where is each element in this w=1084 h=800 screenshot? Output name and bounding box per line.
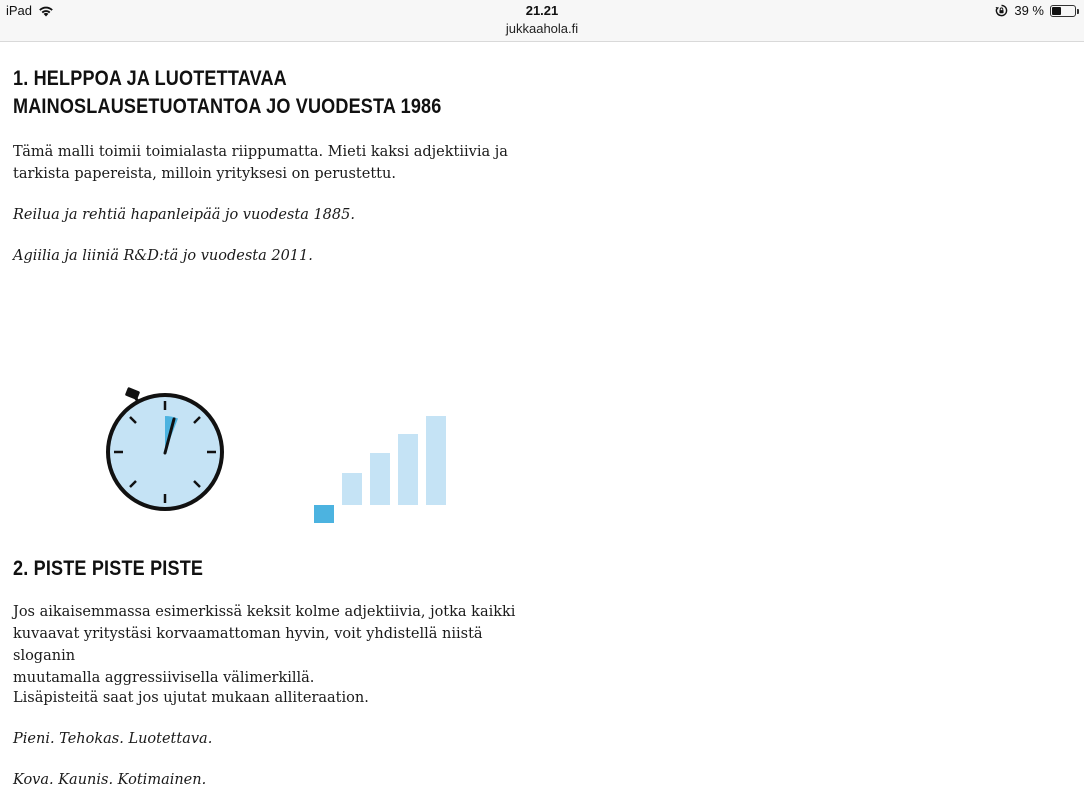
stopwatch-icon — [108, 387, 222, 509]
section-2-heading: 2. PISTE PISTE PISTE — [13, 557, 204, 580]
growth-bar-3 — [370, 453, 390, 505]
section-2-paragraph-line-1: Jos aikaisemmassa esimerkissä keksit kolme adjektiivia, jotka kaikki — [13, 604, 516, 620]
growth-bar-1 — [314, 505, 334, 523]
section-1-paragraph-line-2: tarkista papereista, milloin yrityksesi on perustettu. — [13, 166, 396, 182]
illustration — [106, 383, 446, 533]
section-2-paragraph-line-3: muutamalla aggressiivisella välimerkillä. — [13, 670, 315, 686]
section-1-paragraph — [13, 141, 513, 185]
section-1-example-1: Reilua ja rehtiä hapanleipää jo vuodesta 1885. — [13, 207, 355, 223]
section-1-heading — [13, 65, 529, 121]
section-2-example-1: Pieni. Tehokas. Luotettava. — [13, 731, 213, 747]
clock: 21.21 — [525, 3, 559, 18]
orientation-lock-icon — [995, 4, 1008, 17]
battery-percentage: 39 % — [1014, 3, 1044, 18]
growth-bar-4 — [398, 434, 418, 505]
section-1-heading-line-1: 1. HELPPOA JA LUOTETTAVAA — [13, 67, 287, 90]
section-1-example-2: Agiilia ja liiniä R&D:tä jo vuodesta 2011. — [13, 248, 313, 264]
section-2-paragraph-2: Lisäpisteitä saat jos ujutat mukaan alliteraation. — [13, 690, 369, 706]
section-2-paragraph-line-2: kuvaavat yritystäsi korvaamattoman hyvin, voit yhdistellä niistä sloganin — [13, 626, 483, 664]
status-bar — [0, 0, 1084, 42]
section-2-example-2: Kova. Kaunis. Kotimainen. — [13, 772, 207, 788]
growth-bar-2 — [342, 473, 362, 505]
status-right — [995, 3, 1076, 18]
growth-bar-5 — [426, 416, 446, 505]
growth-bars-icon — [314, 416, 446, 523]
battery-level-fill — [1052, 7, 1061, 15]
device-label: iPad — [6, 3, 33, 18]
section-1-paragraph-line-1: Tämä malli toimii toimialasta riippumatta. Mieti kaksi adjektiivia ja — [13, 144, 508, 160]
section-2-paragraph — [13, 601, 523, 689]
battery-icon — [1050, 5, 1076, 17]
address-url[interactable]: jukkaahola.fi — [505, 21, 579, 36]
section-1-heading-line-2: MAINOSLAUSETUOTANTOA JO VUODESTA 1986 — [13, 95, 442, 118]
